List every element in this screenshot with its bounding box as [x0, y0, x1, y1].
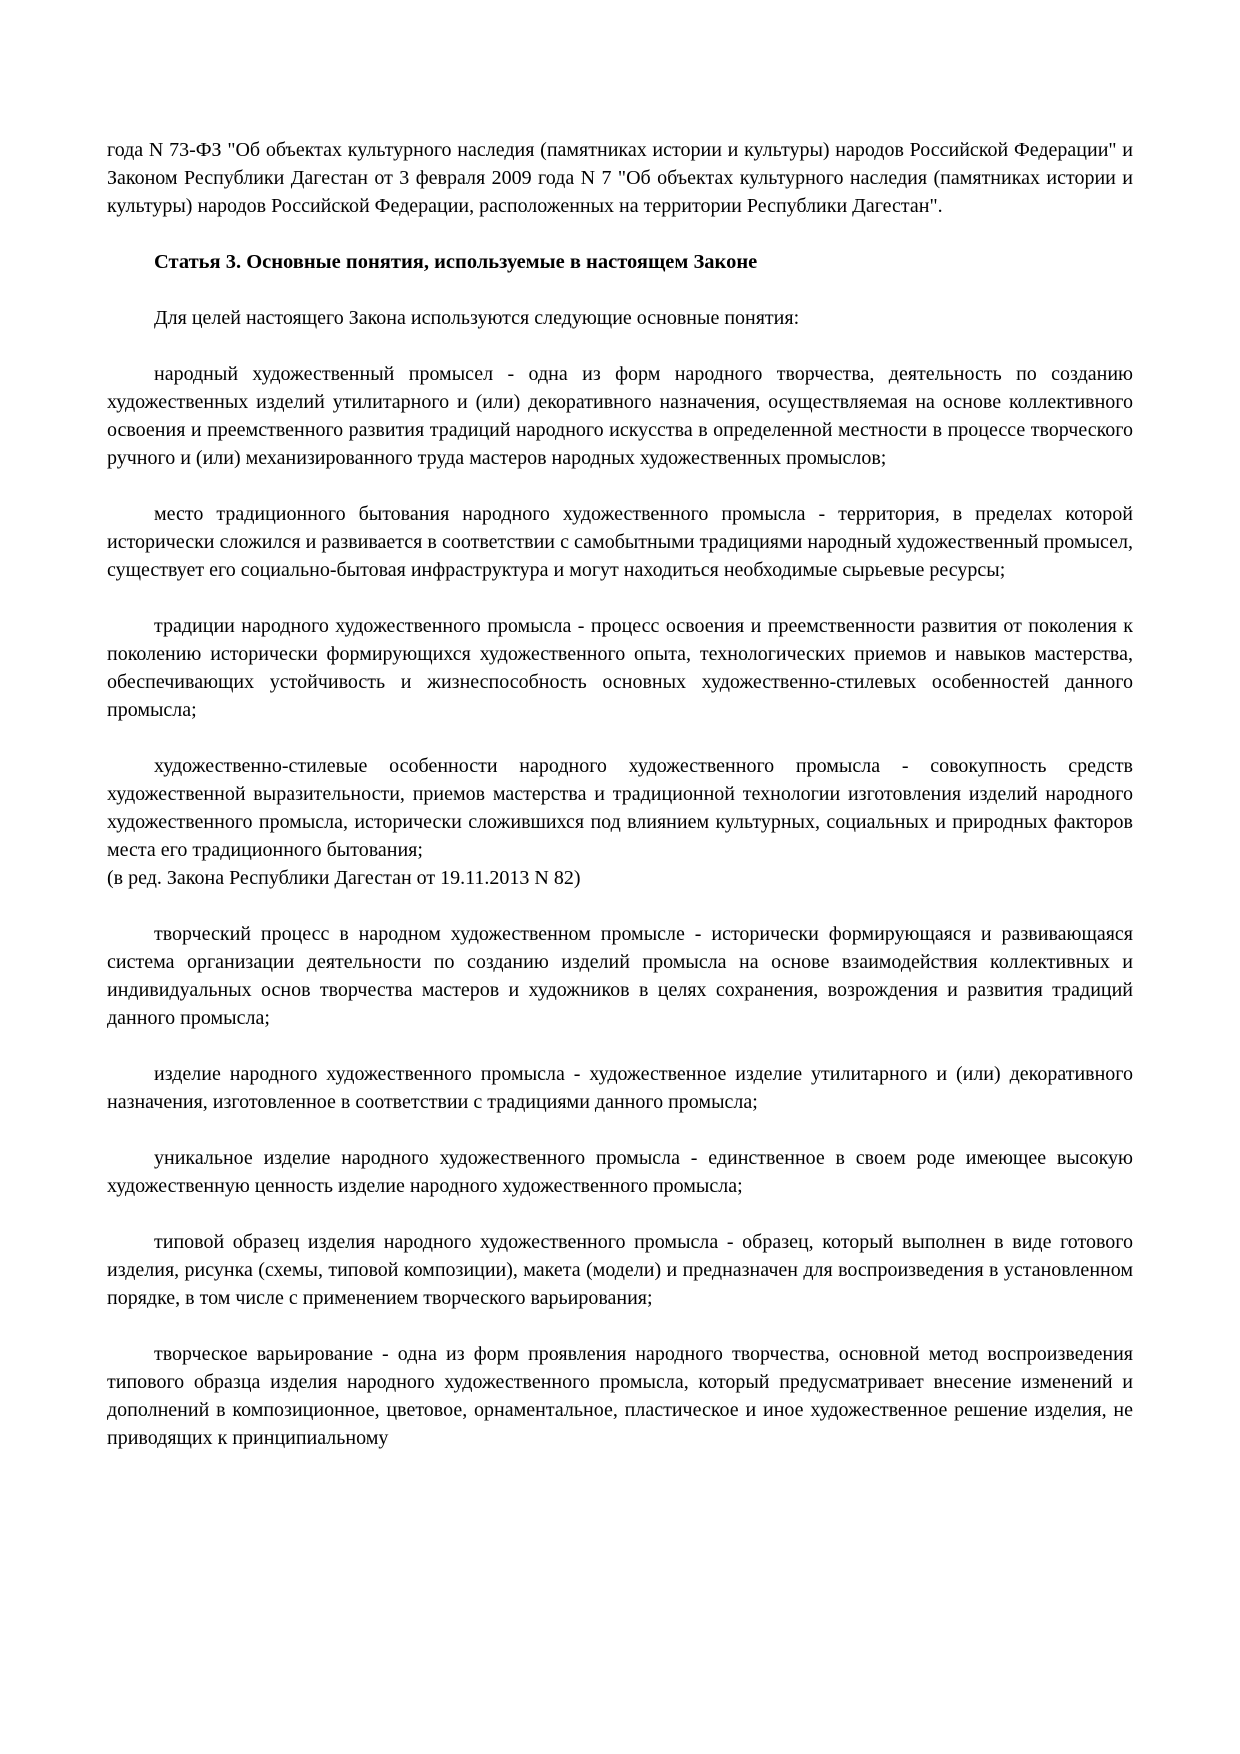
paragraph-continuation-from-previous-page: года N 73-ФЗ "Об объектах культурного наследия (памятниках истории и культуры) народов Российской Федерации" и Законом Республики Дагестан от 3 февраля 2009 года N 7 "Об объектах культурного наследия (памятниках истории и культуры) народов Российской Федерации, расположенных на территории Республики Дагестан".: [107, 139, 1133, 217]
definition-creative-process: творческий процесс в народном художественном промысле - исторически формирующаяся и развивающаяся система организации деятельности по созданию изделий промысла на основе взаимодействия коллективных и индивидуальных основ творчества мастеров и художников в целях сохранения, возрождения и развития традиций данного промысла;: [107, 923, 1133, 1029]
definition-unique-craft-product: уникальное изделие народного художественного промысла - единственное в своем роде имеющее высокую художественную ценность изделие народного художественного промысла;: [107, 1147, 1133, 1197]
amendment-note: (в ред. Закона Республики Дагестан от 19.11.2013 N 82): [107, 867, 581, 889]
intro-paragraph: Для целей настоящего Закона используются следующие основные понятия:: [154, 307, 800, 329]
definition-traditions-of-folk-art-craft: традиции народного художественного промысла - процесс освоения и преемственности развития от поколения к поколению исторически формирующихся художественного опыта, технологических приемов и навыков мастерства, обеспечивающих устойчивость и жизнеспособность основных художественно-стилевых особенностей данного промысла;: [107, 615, 1133, 721]
definition-place-of-traditional-existence: место традиционного бытования народного художественного промысла - территория, в пределах которой исторически сложился и развивается в соответствии с самобытными традициями народный художественный промысел, существует его социально-бытовая инфраструктура и могут находиться необходимые сырьевые ресурсы;: [107, 503, 1133, 581]
definition-folk-art-craft: народный художественный промысел - одна из форм народного творчества, деятельность по созданию художественных изделий утилитарного и (или) декоративного назначения, осуществляемая на основе коллективного освоения и преемственного развития традиций народного искусства в определенной местности в процессе творческого ручного и (или) механизированного труда мастеров народных художественных промыслов;: [107, 363, 1133, 469]
definition-artistic-style-features: художественно-стилевые особенности народного художественного промысла - совокупность средств художественной выразительности, приемов мастерства и традиционной технологии изготовления изделий народного художественного промысла, исторически сложившихся под влиянием культурных, социальных и природных факторов места его традиционного бытования;: [107, 755, 1133, 861]
definition-creative-variation: творческое варьирование - одна из форм проявления народного творчества, основной метод воспроизведения типового образца изделия народного художественного промысла, который предусматривает внесение изменений и дополнений в композиционное, цветовое, орнаментальное, пластическое и иное художественное решение изделия, не приводящих к принципиальному: [107, 1343, 1133, 1449]
definition-craft-product: изделие народного художественного промысла - художественное изделие утилитарного и (или) декоративного назначения, изготовленное в соответствии с традициями данного промысла;: [107, 1063, 1133, 1113]
article-3-heading: Статья 3. Основные понятия, используемые в настоящем Законе: [154, 251, 758, 273]
definition-typical-sample: типовой образец изделия народного художественного промысла - образец, который выполнен в виде готового изделия, рисунка (схемы, типовой композиции), макета (модели) и предназначен для воспроизведения в установленном порядке, в том числе с применением творческого варьирования;: [107, 1231, 1133, 1309]
